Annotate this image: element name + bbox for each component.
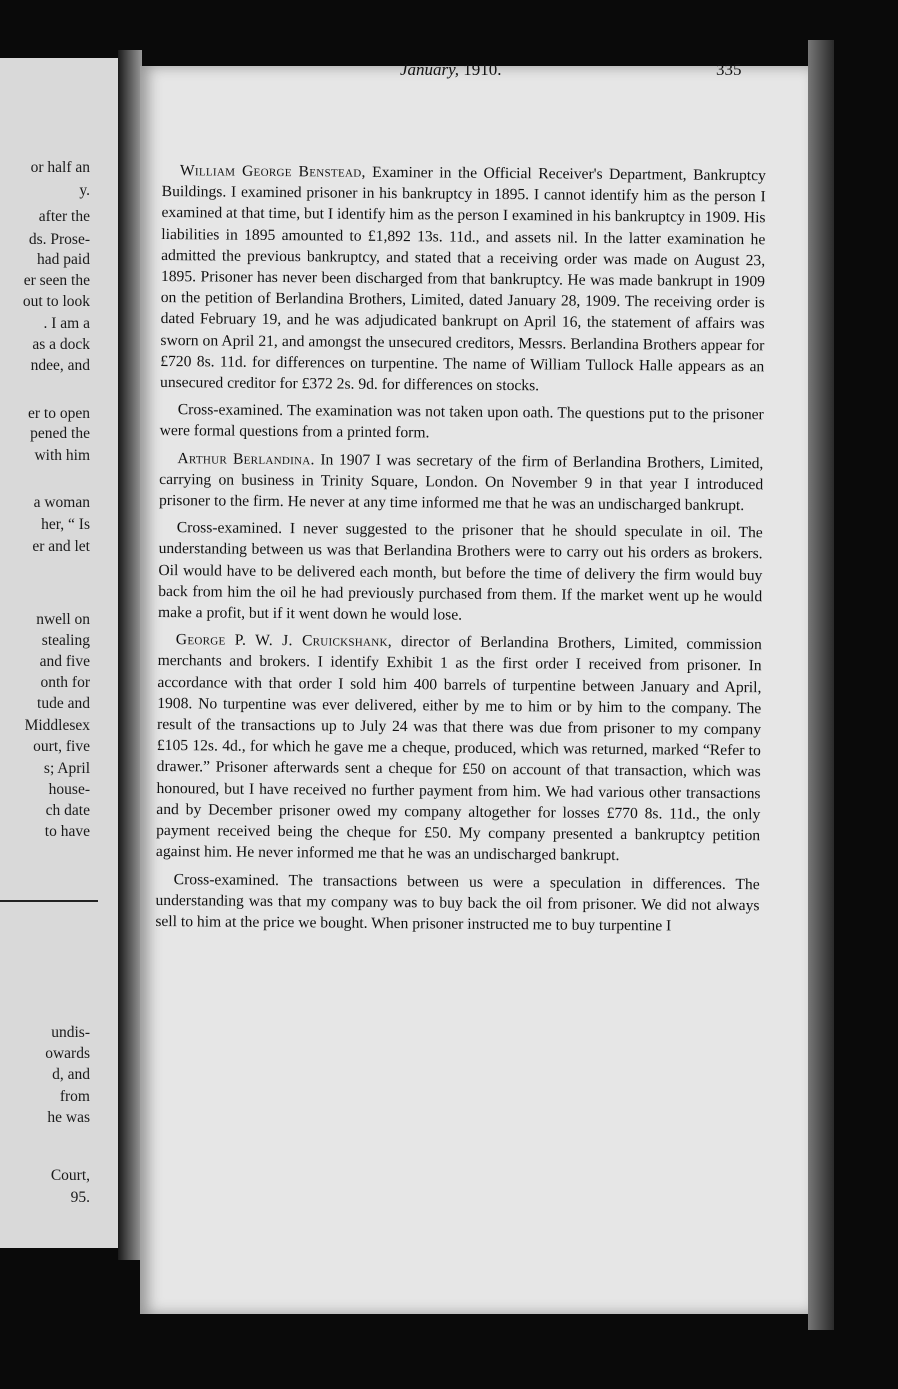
speaker-name: Arthur Berlandina. bbox=[177, 449, 315, 468]
book-gutter bbox=[118, 50, 142, 1260]
facing-page-text: house- bbox=[48, 781, 90, 798]
facing-page-text: from bbox=[59, 1088, 90, 1105]
facing-page-text: ds. Prose- bbox=[28, 231, 90, 248]
facing-page-text: . I am a bbox=[43, 315, 90, 332]
facing-page-text: Middlesex bbox=[24, 717, 90, 734]
paragraph-text: Cross-examined. I never suggested to the prisoner that he should speculate in oil. The understanding between us was that Berlandina Brothers were to carry out his orders as brokers. Oil would have to be delivered each month, but before the time of delivery the firm would buy back from him the oil he had previously purchased from them. If the market went up he would make a profit, but if it went down he would lose. bbox=[157, 519, 763, 624]
paragraph bbox=[160, 160, 766, 398]
header-month: January, bbox=[400, 60, 460, 79]
paragraph bbox=[160, 399, 764, 447]
facing-page-text: er and let bbox=[32, 538, 90, 555]
facing-page-text: and five bbox=[39, 653, 90, 670]
page-number: 335 bbox=[716, 60, 742, 79]
running-header bbox=[400, 60, 502, 80]
paragraph-text: Cross-examined. The transactions between us were a speculation in differences. The understanding was that my company was to buy back the oil from prisoner. We did not always sell to him at the price we bought. When prisoner instructed me to buy turpentine I bbox=[155, 870, 760, 935]
paragraph-text: In 1907 I was secretary of the firm of Berlandina Brothers, Limited, carrying on business in Trinity Square, London. On November 9 in that year I introduced prisoner to the firm. He never at any time informed me that he was an undischarged bankrupt. bbox=[158, 450, 764, 515]
facing-page-text: with him bbox=[34, 447, 90, 464]
facing-page-text: had paid bbox=[37, 251, 90, 268]
facing-page-text: undis- bbox=[51, 1024, 90, 1041]
facing-page-text: as a dock bbox=[32, 336, 90, 353]
paragraph bbox=[158, 517, 763, 628]
facing-page-text: to have bbox=[44, 823, 90, 840]
facing-page-text: ch date bbox=[45, 802, 90, 819]
paragraph-text: Examiner in the Official Receiver's Department, Bankruptcy Buildings. I examined prisoner in his bankruptcy in 1895. I cannot identify him as the person I examined at that time, but I identify him as the person I examined in his bankruptcy in 1909. His liabilities in 1895 amounted to £1,892 13s. 11d., and assets nil. In the latter examination he admitted the previous bankruptcy, and stated that a receiving order was made on August 23, 1895. Prisoner has never been discharged from that bankruptcy. He was made bankrupt in 1909 on the petition of Berlandina Brothers, Limited, dated January 28, 1909. The receiving order is dated February 19, and he was adjudicated bankrupt on April 16, the statement of affairs was sworn on April 21, and amongst the unsecured creditors, Messrs. Berlandina Brothers appear for £720 8s. 11d. for differences on turpentine. The name of William Tullock Halle appears as an unsecured creditor for £372 2s. 9d. for differences on stocks. bbox=[159, 163, 766, 395]
body-text bbox=[155, 160, 766, 943]
facing-page-text: her, “ Is bbox=[41, 516, 90, 533]
facing-page-text: er seen the bbox=[23, 272, 90, 289]
facing-page-text: out to look bbox=[22, 293, 90, 310]
paragraph bbox=[155, 868, 760, 937]
facing-page-text: stealing bbox=[41, 632, 90, 649]
paragraph-text: Cross-examined. The examination was not taken upon oath. The questions put to the prisoner were formal questions from a printed form. bbox=[159, 401, 764, 442]
facing-page-text: after the bbox=[38, 208, 90, 225]
facing-page-text: owards bbox=[45, 1045, 90, 1062]
paragraph bbox=[156, 629, 762, 867]
facing-page-text: d, and bbox=[52, 1066, 90, 1083]
facing-page-text: 95. bbox=[70, 1189, 90, 1206]
facing-page-text: or half an bbox=[30, 159, 90, 176]
header-year: 1910. bbox=[463, 60, 502, 79]
facing-page-text: er to open bbox=[28, 405, 90, 422]
facing-page-fragment bbox=[0, 58, 118, 1248]
facing-page-text: a woman bbox=[33, 494, 90, 511]
facing-page-text: ourt, five bbox=[33, 738, 90, 755]
facing-page-text: Court, bbox=[50, 1167, 90, 1184]
facing-page-text: y. bbox=[79, 182, 90, 199]
facing-page-text: pened the bbox=[30, 425, 90, 442]
paragraph bbox=[159, 448, 764, 517]
facing-page-text: onth for bbox=[40, 674, 90, 691]
facing-page-text: nwell on bbox=[36, 611, 90, 628]
section-rule bbox=[0, 900, 98, 902]
paragraph-text: director of Berlandina Brothers, Limited, commission merchants and brokers. I identify Exhibit 1 as the first order I received from prisoner. In accordance with that order I sold him 400 barrels of turpentine between January and April, 1908. No turpentine was ever delivered, either by me to him or by him to the company. The result of the transactions up to July 24 was that there was due from prisoner to my company £105 12s. 4d., for which he gave me a cheque, produced, which was returned, marked “Refer to drawer.” Prisoner afterwards sent a cheque for £50 on account of that transaction, which was honoured, but I have received no further payment from him. We had various other transactions and by December prisoner owed my company altogether for losses £770 8s. 11d., the only payment received being the cheque for £50. My company presented a bankruptcy petition against him. He never informed me that he was an undischarged bankrupt. bbox=[155, 633, 762, 865]
facing-page-text: he was bbox=[47, 1109, 90, 1126]
page-edge bbox=[808, 40, 834, 1330]
facing-page-text: tude and bbox=[37, 695, 90, 712]
speaker-name: William George Benstead, bbox=[179, 162, 366, 181]
facing-page-text: ndee, and bbox=[30, 357, 90, 374]
facing-page-text: s; April bbox=[43, 760, 90, 777]
speaker-name: George P. W. J. Cruickshank, bbox=[175, 631, 393, 651]
